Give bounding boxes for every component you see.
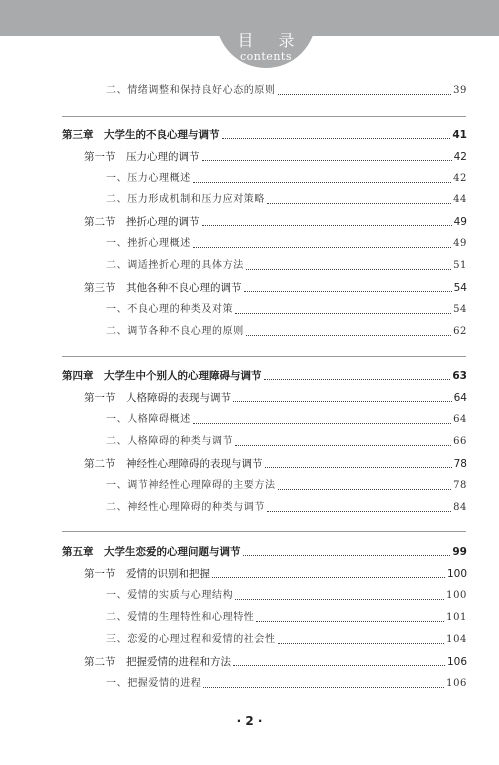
toc-entry-page: 84 xyxy=(453,502,467,513)
toc-entry-title: 第一节 爱情的识别和把握 xyxy=(84,568,210,580)
dot-leader xyxy=(235,598,444,600)
toc-entry-title: 第一节 人格障碍的表现与调节 xyxy=(84,392,231,404)
toc-entry-page: 100 xyxy=(446,590,467,601)
toc-entry-page: 64 xyxy=(453,392,467,404)
dot-leader xyxy=(233,664,445,666)
chapter-divider xyxy=(62,531,466,532)
toc-entry-title: 一、把握爱情的进程 xyxy=(106,678,202,689)
dot-leader xyxy=(256,620,444,622)
toc-section-entry[interactable] xyxy=(84,387,467,405)
contents-badge xyxy=(216,14,316,68)
toc-item-entry[interactable] xyxy=(106,607,467,625)
toc-entry-title: 第三章 大学生的不良心理与调节 xyxy=(62,129,220,141)
toc-entry-page: 42 xyxy=(453,151,467,163)
contents-title: 目 录 xyxy=(237,31,305,50)
dot-leader xyxy=(202,224,452,226)
dot-leader xyxy=(222,137,451,139)
chapter-divider xyxy=(62,116,466,117)
toc-entry-title: 三、恋爱的心理过程和爱情的社会性 xyxy=(106,634,276,645)
toc-entry-page: 49 xyxy=(453,238,467,249)
toc-entry-page: 41 xyxy=(452,129,467,141)
toc-item-entry[interactable] xyxy=(106,80,467,98)
toc-entry-title: 二、压力形成机制和压力应对策略 xyxy=(106,194,265,205)
toc-entry-title: 二、爱情的生理特性和心理特性 xyxy=(106,612,255,623)
dot-leader xyxy=(278,93,451,95)
chapter-divider xyxy=(62,356,466,357)
dot-leader xyxy=(246,334,451,336)
toc-entry-page: 100 xyxy=(446,568,467,580)
toc-item-entry[interactable] xyxy=(106,255,467,273)
toc-entry-page: 78 xyxy=(453,480,467,491)
toc-entry-page: 64 xyxy=(453,414,467,425)
toc-item-entry[interactable] xyxy=(106,168,467,186)
toc-chapter-entry[interactable] xyxy=(62,365,467,383)
toc-entry-title: 第三节 其他各种不良心理的调节 xyxy=(84,282,242,294)
toc-entry-title: 第二节 挫折心理的调节 xyxy=(84,216,200,228)
toc-section-entry[interactable] xyxy=(84,651,467,669)
toc-item-entry[interactable] xyxy=(106,299,467,317)
page-number: · 2 · xyxy=(236,714,263,728)
toc-entry-title: 第四章 大学生中个别人的心理障碍与调节 xyxy=(62,370,262,382)
toc-entry-title: 一、人格障碍概述 xyxy=(106,414,191,425)
dot-leader xyxy=(278,488,451,490)
toc-entry-title: 一、不良心理的种类及对策 xyxy=(106,304,234,315)
dot-leader xyxy=(265,466,452,468)
dot-leader xyxy=(264,378,451,380)
dot-leader xyxy=(193,422,451,424)
dot-leader xyxy=(203,686,444,688)
toc-item-entry[interactable] xyxy=(106,585,467,603)
toc-entry-title: 第二节 把握爱情的进程和方法 xyxy=(84,656,231,668)
toc-entry-title: 第一节 压力心理的调节 xyxy=(84,151,200,163)
dot-leader xyxy=(193,181,451,183)
toc-entry-page: 104 xyxy=(446,634,467,645)
toc-entry-page: 78 xyxy=(453,458,467,470)
toc-entry-page: 44 xyxy=(453,194,467,205)
toc-entry-page: 49 xyxy=(453,216,467,228)
toc-chapter-entry[interactable] xyxy=(62,124,467,142)
toc-entry-page: 99 xyxy=(452,546,467,558)
toc-entry-title: 二、人格障碍的种类与调节 xyxy=(106,436,234,447)
toc-entry-page: 101 xyxy=(446,612,467,623)
toc-entry-title: 二、调节各种不良心理的原则 xyxy=(106,326,244,337)
dot-leader xyxy=(267,202,451,204)
toc-entry-title: 二、调适挫折心理的具体方法 xyxy=(106,260,244,271)
toc-item-entry[interactable] xyxy=(106,431,467,449)
toc-item-entry[interactable] xyxy=(106,189,467,207)
toc-entry-page: 106 xyxy=(446,656,467,668)
toc-entry-page: 54 xyxy=(453,304,467,315)
toc-section-entry[interactable] xyxy=(84,453,467,471)
toc-entry-page: 63 xyxy=(452,370,467,382)
contents-subtitle: contents xyxy=(240,50,292,63)
toc-entry-page: 42 xyxy=(453,173,467,184)
dot-leader xyxy=(243,554,451,556)
toc-item-entry[interactable] xyxy=(106,629,467,647)
toc-entry-page: 54 xyxy=(453,282,467,294)
toc-chapter-entry[interactable] xyxy=(62,541,467,559)
dot-leader xyxy=(202,159,452,161)
toc-entry-page: 66 xyxy=(453,436,467,447)
toc-entry-page: 51 xyxy=(453,260,467,271)
dot-leader xyxy=(278,642,445,644)
dot-leader xyxy=(235,444,451,446)
dot-leader xyxy=(233,400,452,402)
toc-entry-page: 106 xyxy=(446,678,467,689)
toc-section-entry[interactable] xyxy=(84,277,467,295)
toc-section-entry[interactable] xyxy=(84,563,467,581)
toc-entry-title: 二、情绪调整和保持良好心态的原则 xyxy=(106,85,276,96)
toc-item-entry[interactable] xyxy=(106,475,467,493)
dot-leader xyxy=(246,268,451,270)
toc-entry-title: 第五章 大学生恋爱的心理问题与调节 xyxy=(62,546,241,558)
toc-entry-title: 一、爱情的实质与心理结构 xyxy=(106,590,234,601)
toc-item-entry[interactable] xyxy=(106,673,467,691)
dot-leader xyxy=(267,510,451,512)
toc-entry-page: 62 xyxy=(453,326,467,337)
dot-leader xyxy=(212,576,445,578)
toc-section-entry[interactable] xyxy=(84,211,467,229)
toc-entry-title: 二、神经性心理障碍的种类与调节 xyxy=(106,502,265,513)
toc-section-entry[interactable] xyxy=(84,146,467,164)
toc-entry-title: 一、调节神经性心理障碍的主要方法 xyxy=(106,480,276,491)
toc-entry-title: 第二节 神经性心理障碍的表现与调节 xyxy=(84,458,263,470)
toc-item-entry[interactable] xyxy=(106,321,467,339)
toc-entry-title: 一、压力心理概述 xyxy=(106,173,191,184)
toc-entry-title: 一、挫折心理概述 xyxy=(106,238,191,249)
toc-item-entry[interactable] xyxy=(106,233,467,251)
dot-leader xyxy=(235,312,451,314)
dot-leader xyxy=(244,290,452,292)
toc-item-entry[interactable] xyxy=(106,409,467,427)
dot-leader xyxy=(193,246,451,248)
toc-entry-page: 39 xyxy=(453,85,467,96)
toc-item-entry[interactable] xyxy=(106,497,467,515)
